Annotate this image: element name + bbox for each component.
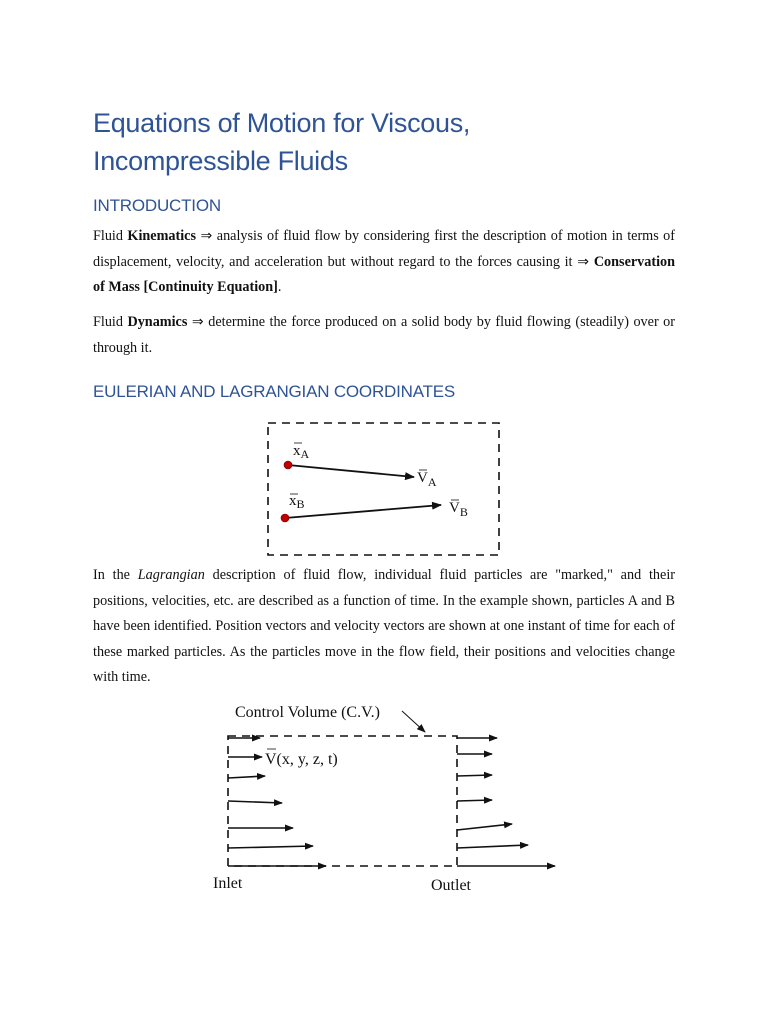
dynamics-term: Dynamics <box>127 314 188 330</box>
velocity-label-b: $V_B$ <box>449 500 468 519</box>
introduction-heading: INTRODUCTION <box>93 196 221 215</box>
velocity-label-a: $V_A$ <box>417 470 437 489</box>
text-run: Fluid <box>93 228 128 244</box>
lagrangian-paragraph <box>93 563 675 691</box>
lagrangian-particles-figure <box>262 418 506 563</box>
inlet-arrow <box>228 776 265 778</box>
text-run: In the <box>93 567 138 583</box>
control-volume-figure <box>205 697 575 897</box>
outlet-label: Outlet <box>431 877 471 894</box>
text-run: Fluid <box>93 314 128 330</box>
kinematics-term: Kinematics <box>127 228 196 244</box>
velocity-vector-b <box>285 505 441 518</box>
dashed-frame <box>268 423 499 555</box>
inlet-label: Inlet <box>213 875 243 892</box>
text-run: ⇒ analysis of fluid flow by considering first the description of motion in terms of displacement, velocity, and acceleration but without regard to the forces causing it ⇒ <box>93 228 675 270</box>
dynamics-paragraph <box>93 310 675 361</box>
outlet-arrow <box>457 824 512 830</box>
text-run: . <box>277 279 282 295</box>
particle-a-point <box>284 461 292 469</box>
title-line-1: Equations of Motion for Viscous, <box>93 108 471 138</box>
inlet-arrow <box>228 846 313 848</box>
text-run: description of fluid flow, individual fluid particles are "marked," and their positions, velocities, etc. are described as a function of time. In the example shown, particles A and B have been identified. Position vectors and velocity vectors are shown at one instant of time for each of these marked particles. As the particles move in the flow field, their positions and velocities change with time. <box>93 567 675 685</box>
cv-pointer-arrow <box>402 711 425 732</box>
eulerian-lagrangian-heading: EULERIAN AND LAGRANGIAN COORDINATES <box>93 382 456 401</box>
position-label-a: $x_A$ <box>293 443 310 461</box>
velocity-field-label: V(x, y, z, t) <box>265 751 338 768</box>
particle-b-point <box>281 514 289 522</box>
outlet-arrow <box>457 800 492 801</box>
position-label-b: $x_B$ <box>289 493 305 511</box>
text-run: ⇒ determine the force produced on a solid body by fluid flowing (steadily) over or through it. <box>93 314 675 356</box>
kinematics-paragraph <box>93 224 675 301</box>
outlet-arrow <box>457 845 528 848</box>
page-title <box>93 104 693 180</box>
title-line-2: Incompressible Fluids <box>93 146 348 176</box>
control-volume-label: Control Volume (C.V.) <box>235 704 380 721</box>
conservation-of-mass-term: Conservation of Mass [Continuity Equation] <box>93 253 675 295</box>
lagrangian-term: Lagrangian <box>137 567 205 583</box>
inlet-arrow <box>228 801 282 803</box>
velocity-vector-a <box>288 465 414 477</box>
outlet-arrow <box>457 775 492 776</box>
